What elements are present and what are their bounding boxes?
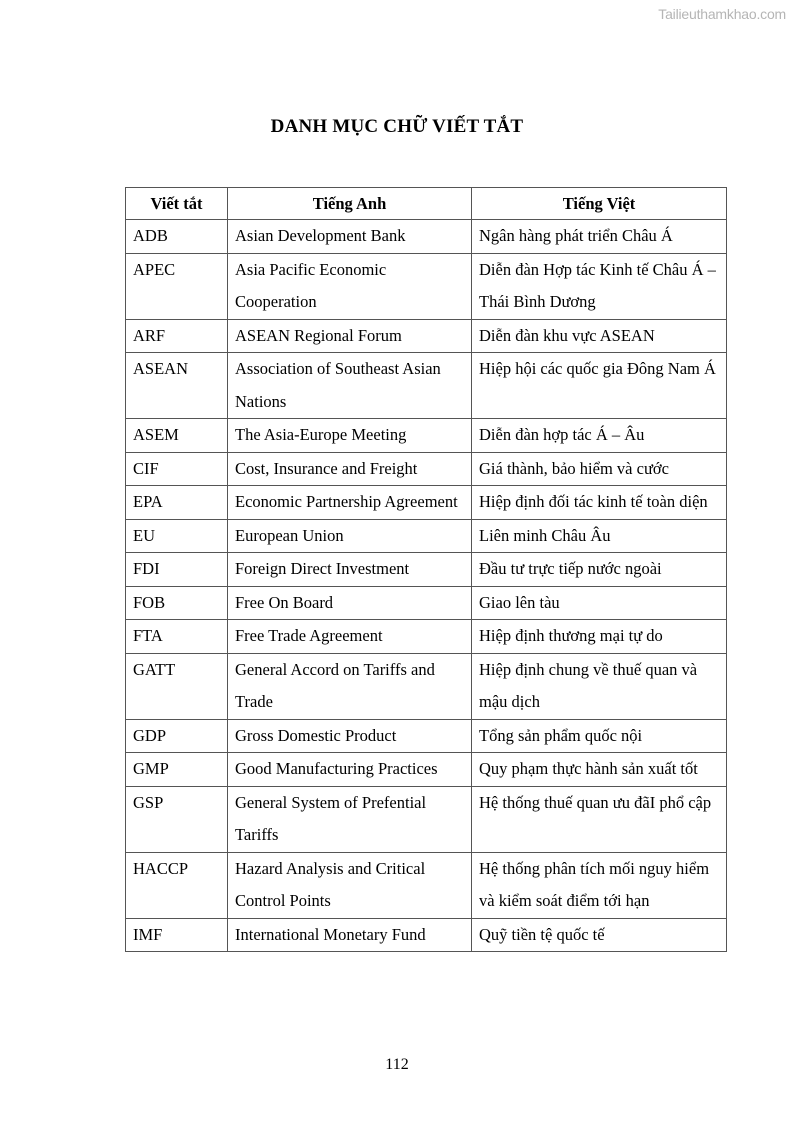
cell-english: General Accord on Tariffs and Trade xyxy=(228,653,472,719)
cell-english: The Asia-Europe Meeting xyxy=(228,419,472,453)
cell-vietnamese: Đầu tư trực tiếp nước ngoài xyxy=(472,553,727,587)
header-abbr: Viết tắt xyxy=(126,188,228,220)
table-row xyxy=(126,553,727,587)
table-row xyxy=(126,918,727,952)
header-vietnamese: Tiếng Việt xyxy=(472,188,727,220)
cell-vietnamese: Giá thành, bảo hiểm và cước xyxy=(472,452,727,486)
cell-vietnamese: Diễn đàn hợp tác Á – Âu xyxy=(472,419,727,453)
cell-vietnamese: Hiệp định chung về thuế quan và mậu dịch xyxy=(472,653,727,719)
cell-vietnamese: Quỹ tiền tệ quốc tế xyxy=(472,918,727,952)
cell-vietnamese: Giao lên tàu xyxy=(472,586,727,620)
cell-abbr: CIF xyxy=(126,452,228,486)
cell-vietnamese: Hiệp hội các quốc gia Đông Nam Á xyxy=(472,353,727,419)
cell-english: Association of Southeast Asian Nations xyxy=(228,353,472,419)
cell-abbr: FOB xyxy=(126,586,228,620)
table-row xyxy=(126,486,727,520)
cell-vietnamese: Hệ thống thuế quan ưu đãI phổ cập xyxy=(472,786,727,852)
abbreviation-table xyxy=(125,187,727,952)
table-row xyxy=(126,353,727,419)
cell-abbr: FDI xyxy=(126,553,228,587)
cell-abbr: GDP xyxy=(126,719,228,753)
header-english: Tiếng Anh xyxy=(228,188,472,220)
cell-abbr: GMP xyxy=(126,753,228,787)
cell-english: Good Manufacturing Practices xyxy=(228,753,472,787)
cell-english: Asia Pacific Economic Cooperation xyxy=(228,253,472,319)
cell-vietnamese: Liên minh Châu Âu xyxy=(472,519,727,553)
cell-english: General System of Prefential Tariffs xyxy=(228,786,472,852)
cell-english: European Union xyxy=(228,519,472,553)
watermark: Tailieuthamkhao.com xyxy=(658,6,786,22)
cell-abbr: IMF xyxy=(126,918,228,952)
table-row xyxy=(126,620,727,654)
cell-abbr: EU xyxy=(126,519,228,553)
cell-english: Free Trade Agreement xyxy=(228,620,472,654)
cell-abbr: HACCP xyxy=(126,852,228,918)
cell-abbr: GATT xyxy=(126,653,228,719)
cell-english: Cost, Insurance and Freight xyxy=(228,452,472,486)
table-row xyxy=(126,220,727,254)
cell-abbr: GSP xyxy=(126,786,228,852)
cell-abbr: ASEM xyxy=(126,419,228,453)
cell-english: International Monetary Fund xyxy=(228,918,472,952)
table-row xyxy=(126,786,727,852)
table-header-row xyxy=(126,188,727,220)
table-row xyxy=(126,852,727,918)
cell-vietnamese: Diễn đàn Hợp tác Kinh tế Châu Á – Thái Bình Dương xyxy=(472,253,727,319)
cell-vietnamese: Hệ thống phân tích mối nguy hiểm và kiểm soát điểm tới hạn xyxy=(472,852,727,918)
cell-vietnamese: Diễn đàn khu vực ASEAN xyxy=(472,319,727,353)
table-row xyxy=(126,419,727,453)
cell-vietnamese: Hiệp định đối tác kinh tế toàn diện xyxy=(472,486,727,520)
table-row xyxy=(126,319,727,353)
cell-english: Asian Development Bank xyxy=(228,220,472,254)
cell-vietnamese: Quy phạm thực hành sản xuất tốt xyxy=(472,753,727,787)
table-row xyxy=(126,519,727,553)
page-title: DANH MỤC CHỮ VIẾT TẮT xyxy=(270,116,524,137)
cell-abbr: ASEAN xyxy=(126,353,228,419)
cell-abbr: ADB xyxy=(126,220,228,254)
cell-english: ASEAN Regional Forum xyxy=(228,319,472,353)
cell-abbr: FTA xyxy=(126,620,228,654)
cell-english: Gross Domestic Product xyxy=(228,719,472,753)
cell-vietnamese: Ngân hàng phát triển Châu Á xyxy=(472,220,727,254)
page-number: 112 xyxy=(385,1056,409,1073)
cell-english: Foreign Direct Investment xyxy=(228,553,472,587)
cell-english: Free On Board xyxy=(228,586,472,620)
cell-vietnamese: Hiệp định thương mại tự do xyxy=(472,620,727,654)
table-row xyxy=(126,253,727,319)
table-row xyxy=(126,653,727,719)
table-row xyxy=(126,586,727,620)
table-row xyxy=(126,719,727,753)
cell-abbr: ARF xyxy=(126,319,228,353)
cell-english: Hazard Analysis and Critical Control Points xyxy=(228,852,472,918)
cell-abbr: EPA xyxy=(126,486,228,520)
table-row xyxy=(126,452,727,486)
table-row xyxy=(126,753,727,787)
cell-vietnamese: Tổng sản phẩm quốc nội xyxy=(472,719,727,753)
cell-english: Economic Partnership Agreement xyxy=(228,486,472,520)
cell-abbr: APEC xyxy=(126,253,228,319)
